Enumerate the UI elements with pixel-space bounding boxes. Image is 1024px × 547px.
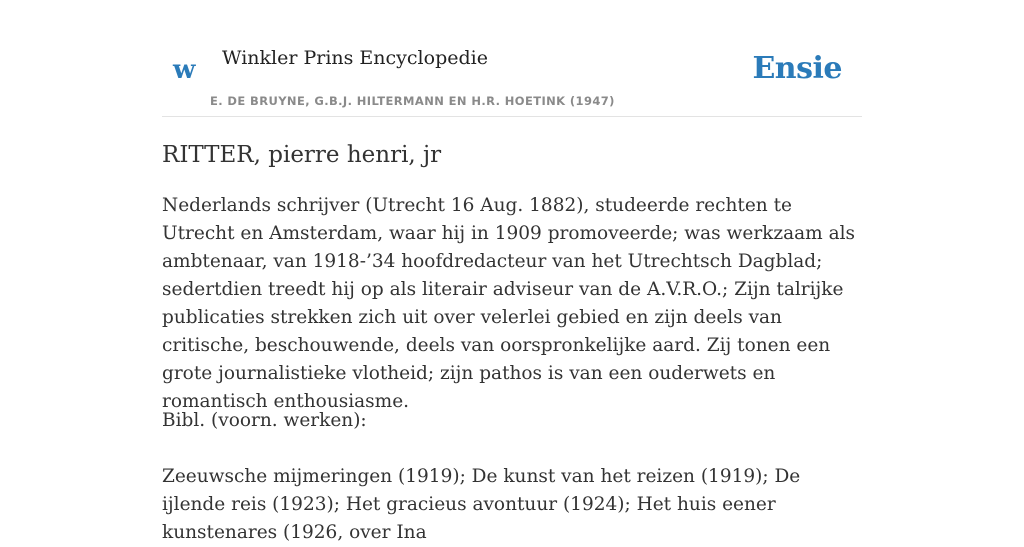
entry-paragraph-bibliography-heading: Bibl. (voorn. werken):: [162, 410, 367, 431]
header: [162, 0, 862, 117]
entry-paragraph-works: Zeeuwsche mijmeringen (1919); De kunst van het reizen (1919); De ijlende reis (1923); Het gracieus avontuur (1924); Het huis eener kunstenares (1926, over Ina: [162, 466, 801, 543]
ensie-brand-logo[interactable]: Ensie: [752, 51, 842, 86]
entry-title: RITTER, pierre henri, jr: [162, 142, 442, 168]
encyclopedia-title[interactable]: Winkler Prins Encyclopedie: [222, 47, 488, 69]
entry-paragraph-description: Nederlands schrijver (Utrecht 16 Aug. 1882), studeerde rechten te Utrecht en Amsterdam, waar hij in 1909 promoveerde; was werkzaam als ambtenaar, van 1918-’34 hoofdredacteur van het Utrechtsch Dagblad; sedertdien treedt hij op als literair adviseur van de A.V.R.O.; Zijn talrijke publicaties strekken zich uit over velerlei gebied en zijn deels van critische, beschouwende, deels van oorspronkelijke aard. Zij tonen een grote journalistieke vlotheid; zijn pathos is van een ouderwets en romantisch enthousiasme.: [162, 195, 856, 412]
winkler-prins-logo-icon[interactable]: w: [173, 55, 196, 85]
page: [162, 0, 862, 543]
encyclopedia-authors: E. DE BRUYNE, G.B.J. HILTERMANN EN H.R. HOETINK (1947): [210, 94, 615, 108]
